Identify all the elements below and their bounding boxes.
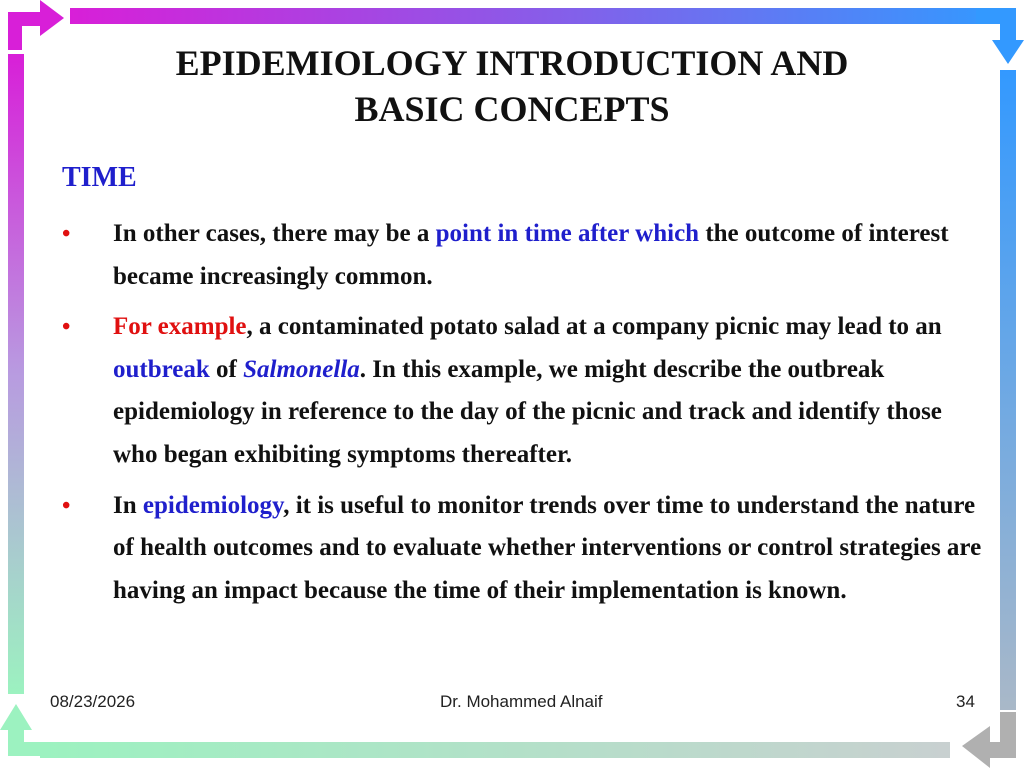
bullet-icon: •: [62, 492, 71, 519]
text-run: In: [113, 491, 143, 519]
title-line-2: BASIC CONCEPTS: [354, 89, 670, 129]
emphasis-text: For example: [113, 313, 247, 341]
bullet-icon: •: [62, 221, 71, 247]
text-run: , it is useful to monitor trends over time to understand the nature of health outcomes and to evaluate whether interventions or control strategies are having an impact because the time of their implementation is known.: [113, 491, 982, 604]
bullet-item: [62, 213, 982, 298]
page-title: [100, 40, 924, 132]
page-number: 34: [956, 692, 975, 711]
bullet-text: [113, 220, 949, 290]
bullet-item: [62, 485, 982, 613]
emphasis-text: epidemiology: [142, 491, 284, 519]
text-run: the outcome of interest became increasingly common.: [113, 220, 949, 290]
bottom-right-arrow-icon: [962, 712, 1016, 768]
emphasis-text: point in time after which: [435, 220, 700, 247]
frame-right-bar: [1000, 70, 1016, 710]
text-run: of: [209, 355, 244, 383]
emphasis-text: outbreak: [113, 355, 210, 383]
bullet-text: [113, 313, 942, 468]
bullet-icon: •: [62, 314, 71, 341]
text-run: . In this example, we might describe the outbreak epidemiology in reference to the day of the picnic and track and identify those who began exhibiting symptoms thereafter.: [113, 355, 942, 468]
bullet-item: [62, 306, 982, 476]
frame-top-bar: [70, 8, 1000, 24]
title-line-1: EPIDEMIOLOGY INTRODUCTION AND: [175, 43, 849, 83]
frame-bottom-bar: [40, 742, 950, 758]
section-label: TIME: [62, 162, 137, 193]
bullet-list: [62, 213, 982, 620]
frame-left-bar: [8, 54, 24, 694]
text-run: In other cases, there may be a: [113, 220, 436, 247]
emphasis-text: Salmonella: [243, 355, 360, 383]
top-left-arrow-icon: [8, 0, 64, 50]
top-right-arrow-icon: [976, 8, 1024, 64]
footer-author: Dr. Mohammed Alnaif: [440, 692, 603, 711]
text-run: , a contaminated potato salad at a company picnic may lead to an: [246, 313, 942, 341]
bullet-text: [113, 492, 981, 604]
footer-date: 08/23/2026: [50, 692, 136, 711]
